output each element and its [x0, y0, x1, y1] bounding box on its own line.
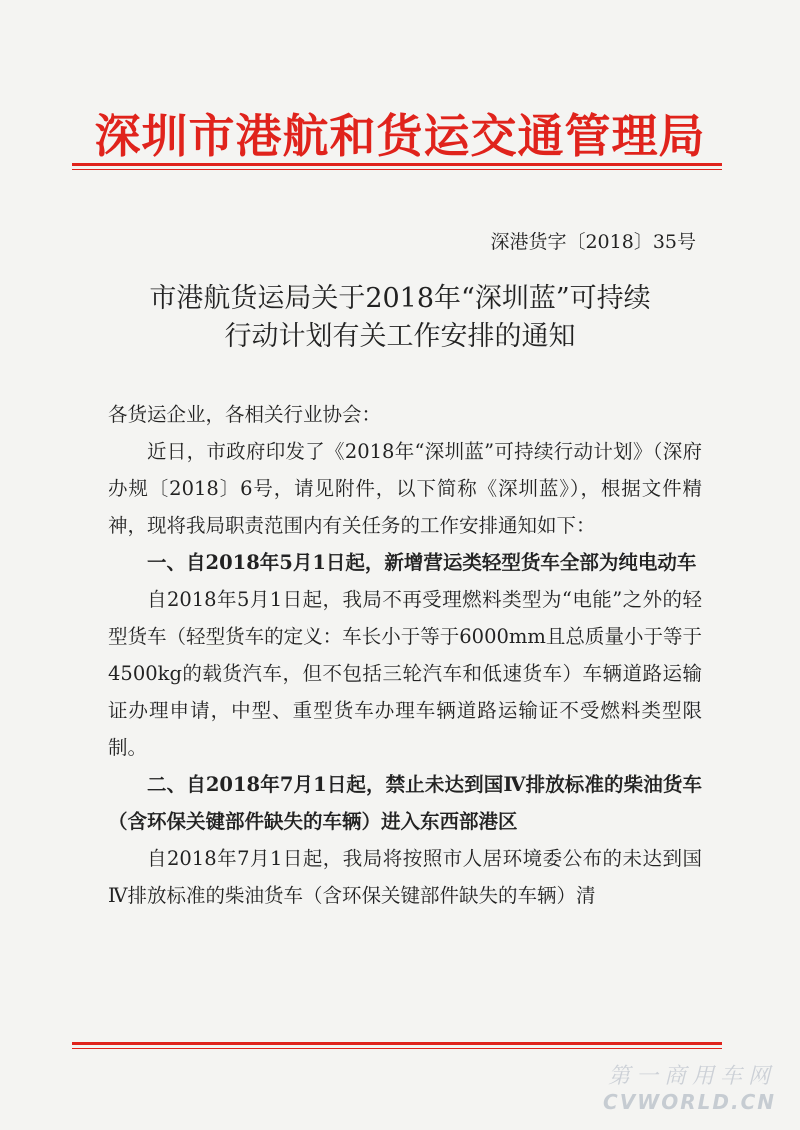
salutation: 各货运企业，各相关行业协会：	[108, 403, 382, 426]
watermark-en: CVWORLD.CN	[603, 1090, 776, 1114]
letterhead-rule-thin	[72, 169, 722, 170]
section-1-paragraph: 自2018年5月1日起，我局不再受理燃料类型为“电能”之外的轻型货车（轻型货车的定义：车长小于等于6000mm且总质量小于等于4500kg的载货汽车，但不包括三轮汽车和低速货车）车辆道路运输证办理申请，中型、重型货车办理车辆道路运输证不受燃料类型限制。	[108, 588, 702, 759]
footer-rule-thick	[72, 1042, 722, 1045]
letterhead-rule-thick	[72, 163, 722, 166]
watermark	[603, 1059, 776, 1114]
section-2-paragraph: 自2018年7月1日起，我局将按照市人居环境委公布的未达到国Ⅳ排放标准的柴油货车（含环保关键部件缺失的车辆）清	[108, 847, 702, 907]
letterhead-title: 深圳市港航和货运交通管理局	[94, 109, 706, 163]
watermark-cn: 第一商用车网	[607, 1064, 776, 1089]
document-title	[0, 280, 800, 356]
intro-paragraph: 近日，市政府印发了《2018年“深圳蓝”可持续行动计划》（深府办规〔2018〕6号，请见附件，以下简称《深圳蓝》），根据文件精神，现将我局职责范围内有关任务的工作安排通知如下：	[108, 440, 702, 537]
document-number: 深港货字〔2018〕35号	[490, 231, 696, 253]
document-title-line2: 行动计划有关工作安排的通知	[224, 321, 576, 352]
document-title-line1: 市港航货运局关于2018年“深圳蓝”可持续	[149, 283, 651, 314]
footer-rule-thin	[72, 1048, 722, 1049]
document-body	[108, 396, 702, 914]
section-2-heading: 二、自2018年7月1日起，禁止未达到国Ⅳ排放标准的柴油货车（含环保关键部件缺失的车辆）进入东西部港区	[108, 773, 702, 833]
section-1-heading: 一、自2018年5月1日起，新增营运类轻型货车全部为纯电动车	[147, 551, 697, 574]
